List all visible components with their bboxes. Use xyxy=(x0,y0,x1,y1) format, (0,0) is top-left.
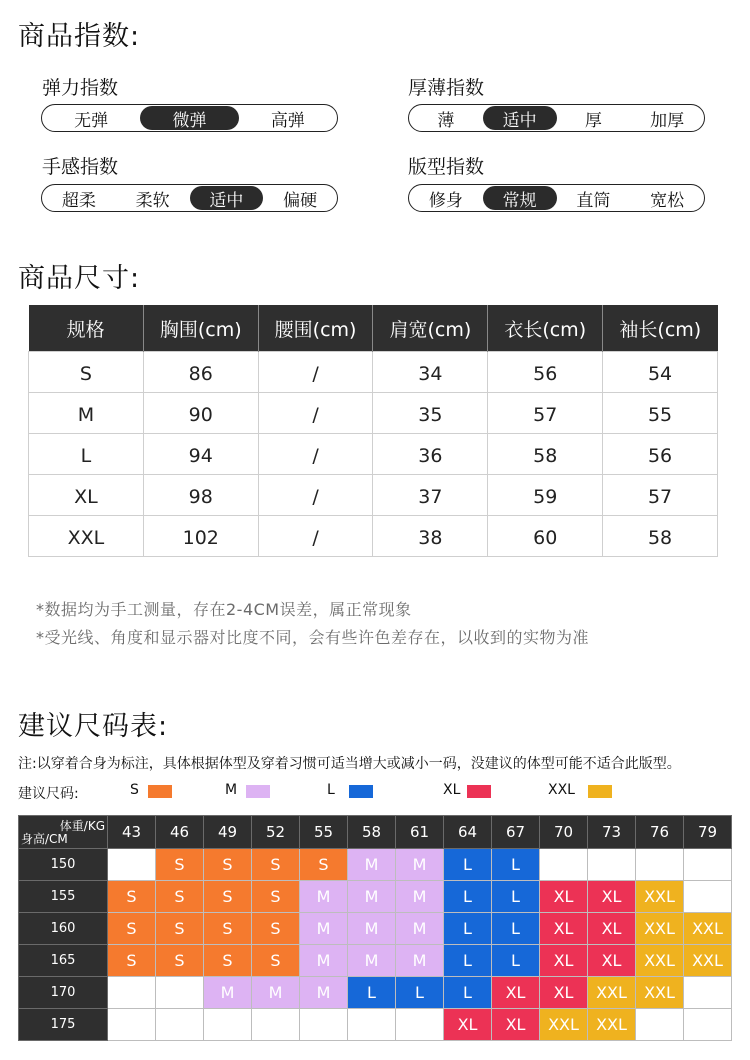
size-cell: / xyxy=(258,393,373,434)
index-option: 修身 xyxy=(428,190,463,211)
size-recommend-cell: XL xyxy=(492,1009,540,1041)
hand-feel-scale xyxy=(41,184,338,212)
size-table xyxy=(28,305,718,557)
size-recommend-cell: XXL xyxy=(588,1009,636,1041)
height-row xyxy=(19,945,732,977)
recommend-table xyxy=(18,815,732,1041)
size-cell: 86 xyxy=(143,352,258,393)
empty-cell xyxy=(252,1009,300,1041)
corner-cell xyxy=(19,816,108,849)
weight-header: 73 xyxy=(588,816,636,849)
size-cell: / xyxy=(258,475,373,516)
size-recommend-cell: S xyxy=(252,849,300,881)
size-cell: 34 xyxy=(373,352,488,393)
size-recommend-cell: M xyxy=(300,913,348,945)
elasticity-label: 弹力指数 xyxy=(42,77,119,99)
index-option: 超柔 xyxy=(61,190,96,211)
size-col-header: 腰围(cm) xyxy=(258,305,373,352)
size-recommend-cell: M xyxy=(396,945,444,977)
index-option-selected: 适中 xyxy=(190,186,264,210)
weight-header: 70 xyxy=(540,816,588,849)
size-col-header: 肩宽(cm) xyxy=(373,305,488,352)
size-recommend-cell: S xyxy=(108,913,156,945)
size-cell: 58 xyxy=(603,516,718,557)
size-cell: 56 xyxy=(603,434,718,475)
legend-size-label: XL xyxy=(443,782,461,798)
size-cell: 57 xyxy=(488,393,603,434)
size-recommend-cell: XXL xyxy=(636,945,684,977)
index-option: 厚 xyxy=(584,110,602,131)
size-row xyxy=(29,516,718,557)
height-row xyxy=(19,1009,732,1041)
empty-cell xyxy=(684,977,732,1009)
height-label: 175 xyxy=(19,1009,108,1041)
size-recommend-cell: L xyxy=(492,913,540,945)
size-recommend-cell: S xyxy=(204,881,252,913)
size-recommend-cell: XL xyxy=(540,945,588,977)
size-cell: 57 xyxy=(603,475,718,516)
size-recommend-cell: S xyxy=(108,881,156,913)
size-recommend-cell: L xyxy=(492,945,540,977)
size-recommend-cell: M xyxy=(396,881,444,913)
index-option: 偏硬 xyxy=(283,190,318,211)
index-option: 直筒 xyxy=(576,190,611,211)
empty-cell xyxy=(636,1009,684,1041)
size-recommend-cell: XL xyxy=(588,881,636,913)
empty-cell xyxy=(156,1009,204,1041)
size-recommend-cell: S xyxy=(156,945,204,977)
empty-cell xyxy=(684,881,732,913)
legend-size-label: L xyxy=(327,782,335,798)
weight-axis-label: 体重/KG xyxy=(59,819,105,833)
size-recommend-cell: S xyxy=(156,913,204,945)
size-recommend-cell: M xyxy=(300,881,348,913)
size-recommend-cell: S xyxy=(252,881,300,913)
size-cell: XL xyxy=(29,475,144,516)
size-col-header: 规格 xyxy=(29,305,144,352)
legend-label: 建议尺码: xyxy=(18,786,79,802)
size-col-header: 衣长(cm) xyxy=(488,305,603,352)
height-row xyxy=(19,977,732,1009)
height-label: 165 xyxy=(19,945,108,977)
size-recommend-cell: XL xyxy=(588,913,636,945)
thickness-label: 厚薄指数 xyxy=(408,77,485,99)
size-recommend-cell: S xyxy=(156,849,204,881)
size-recommend-cell: L xyxy=(444,977,492,1009)
weight-header: 43 xyxy=(108,816,156,849)
empty-cell xyxy=(108,1009,156,1041)
thickness-scale xyxy=(408,104,705,132)
size-recommend-cell: M xyxy=(204,977,252,1009)
size-recommend-cell: S xyxy=(204,849,252,881)
size-recommend-cell: M xyxy=(252,977,300,1009)
size-cell: 90 xyxy=(143,393,258,434)
size-recommend-cell: S xyxy=(204,913,252,945)
size-recommend-cell: L xyxy=(492,849,540,881)
size-cell: / xyxy=(258,352,373,393)
size-col-header: 袖长(cm) xyxy=(603,305,718,352)
size-cell: 58 xyxy=(488,434,603,475)
size-recommend-cell: S xyxy=(252,913,300,945)
empty-cell xyxy=(348,1009,396,1041)
size-cell: 59 xyxy=(488,475,603,516)
legend-swatch xyxy=(588,785,612,798)
size-recommend-cell: M xyxy=(300,945,348,977)
weight-header: 49 xyxy=(204,816,252,849)
size-recommend-cell: XL xyxy=(540,881,588,913)
index-option: 薄 xyxy=(437,110,455,131)
size-recommend-cell: L xyxy=(444,945,492,977)
size-cell: S xyxy=(29,352,144,393)
size-recommend-cell: XL xyxy=(492,977,540,1009)
index-option-selected: 适中 xyxy=(483,106,557,130)
legend-size-label: S xyxy=(130,782,139,798)
empty-cell xyxy=(540,849,588,881)
weight-header: 64 xyxy=(444,816,492,849)
size-recommend-cell: L xyxy=(492,881,540,913)
size-recommend-cell: XXL xyxy=(684,913,732,945)
size-recommend-cell: XL xyxy=(444,1009,492,1041)
size-recommend-cell: XXL xyxy=(636,913,684,945)
size-row xyxy=(29,393,718,434)
size-recommend-cell: M xyxy=(396,849,444,881)
size-cell: 60 xyxy=(488,516,603,557)
weight-header: 58 xyxy=(348,816,396,849)
size-cell: / xyxy=(258,434,373,475)
weight-header: 52 xyxy=(252,816,300,849)
color-note: *受光线、角度和显示器对比度不同，会有些许色差存在，以收到的实物为准 xyxy=(36,628,590,647)
size-cell: 94 xyxy=(143,434,258,475)
recommend-section-title: 建议尺码表: xyxy=(18,711,169,742)
weight-header: 79 xyxy=(684,816,732,849)
recommend-note: 注:以穿着合身为标注，具体根据体型及穿着习惯可适当增大或减小一码，没建议的体型可能不适合此版型。 xyxy=(18,756,681,772)
size-recommend-cell: XXL xyxy=(636,881,684,913)
weight-header: 76 xyxy=(636,816,684,849)
index-option: 无弹 xyxy=(74,110,109,131)
size-recommend-cell: L xyxy=(348,977,396,1009)
size-cell: 36 xyxy=(373,434,488,475)
size-recommend-cell: M xyxy=(348,849,396,881)
size-cell: 37 xyxy=(373,475,488,516)
empty-cell xyxy=(636,849,684,881)
size-recommend-cell: M xyxy=(300,977,348,1009)
measurement-note: *数据均为手工测量，存在2-4CM误差，属正常现象 xyxy=(36,600,412,619)
weight-header-row xyxy=(19,816,732,849)
fit-label: 版型指数 xyxy=(408,156,485,178)
size-cell: L xyxy=(29,434,144,475)
height-label: 150 xyxy=(19,849,108,881)
index-option: 加厚 xyxy=(650,110,685,131)
size-cell: XXL xyxy=(29,516,144,557)
weight-header: 67 xyxy=(492,816,540,849)
size-recommend-cell: S xyxy=(108,945,156,977)
size-table-header xyxy=(29,305,718,352)
legend-swatch xyxy=(246,785,270,798)
size-recommend-cell: XL xyxy=(540,913,588,945)
empty-cell xyxy=(396,1009,444,1041)
size-col-header: 胸围(cm) xyxy=(143,305,258,352)
size-cell: 102 xyxy=(143,516,258,557)
index-option-selected: 微弹 xyxy=(140,106,238,130)
legend-size-label: M xyxy=(225,782,238,798)
size-row xyxy=(29,434,718,475)
size-recommend-cell: S xyxy=(204,945,252,977)
size-recommend-cell: S xyxy=(252,945,300,977)
empty-cell xyxy=(588,849,636,881)
size-recommend-cell: L xyxy=(444,849,492,881)
elasticity-scale xyxy=(41,104,338,132)
size-cell: M xyxy=(29,393,144,434)
height-label: 155 xyxy=(19,881,108,913)
index-option: 柔软 xyxy=(135,190,170,211)
size-cell: 54 xyxy=(603,352,718,393)
height-axis-label: 身高/CM xyxy=(21,832,68,846)
size-recommend-cell: XXL xyxy=(588,977,636,1009)
legend-swatch xyxy=(467,785,491,798)
legend-swatch xyxy=(148,785,172,798)
size-recommend-cell: M xyxy=(348,913,396,945)
weight-header: 55 xyxy=(300,816,348,849)
index-section-title: 商品指数: xyxy=(18,21,141,52)
fit-scale xyxy=(408,184,705,212)
weight-header: 46 xyxy=(156,816,204,849)
legend-size-label: XXL xyxy=(548,782,575,798)
size-row xyxy=(29,475,718,516)
height-row xyxy=(19,913,732,945)
size-cell: 56 xyxy=(488,352,603,393)
size-recommend-cell: XL xyxy=(588,945,636,977)
empty-cell xyxy=(156,977,204,1009)
weight-header: 61 xyxy=(396,816,444,849)
height-row xyxy=(19,849,732,881)
size-recommend-cell: XXL xyxy=(684,945,732,977)
size-recommend-cell: S xyxy=(156,881,204,913)
empty-cell xyxy=(108,977,156,1009)
size-cell: 98 xyxy=(143,475,258,516)
empty-cell xyxy=(204,1009,252,1041)
size-recommend-cell: S xyxy=(300,849,348,881)
size-row xyxy=(29,352,718,393)
size-recommend-cell: M xyxy=(348,881,396,913)
index-option: 宽松 xyxy=(650,190,685,211)
size-cell: 38 xyxy=(373,516,488,557)
size-recommend-cell: L xyxy=(444,913,492,945)
size-recommend-cell: XXL xyxy=(636,977,684,1009)
index-option-selected: 常规 xyxy=(483,186,557,210)
size-section-title: 商品尺寸: xyxy=(18,263,141,294)
height-row xyxy=(19,881,732,913)
size-recommend-cell: XXL xyxy=(540,1009,588,1041)
hand-feel-label: 手感指数 xyxy=(42,156,119,178)
size-recommend-cell: L xyxy=(396,977,444,1009)
size-recommend-cell: M xyxy=(396,913,444,945)
legend-swatch xyxy=(349,785,373,798)
height-label: 160 xyxy=(19,913,108,945)
empty-cell xyxy=(108,849,156,881)
empty-cell xyxy=(684,849,732,881)
empty-cell xyxy=(684,1009,732,1041)
height-label: 170 xyxy=(19,977,108,1009)
size-recommend-cell: M xyxy=(348,945,396,977)
size-recommend-cell: XL xyxy=(540,977,588,1009)
size-cell: 35 xyxy=(373,393,488,434)
size-cell: 55 xyxy=(603,393,718,434)
empty-cell xyxy=(300,1009,348,1041)
size-recommend-cell: L xyxy=(444,881,492,913)
index-option: 高弹 xyxy=(270,110,305,131)
size-cell: / xyxy=(258,516,373,557)
